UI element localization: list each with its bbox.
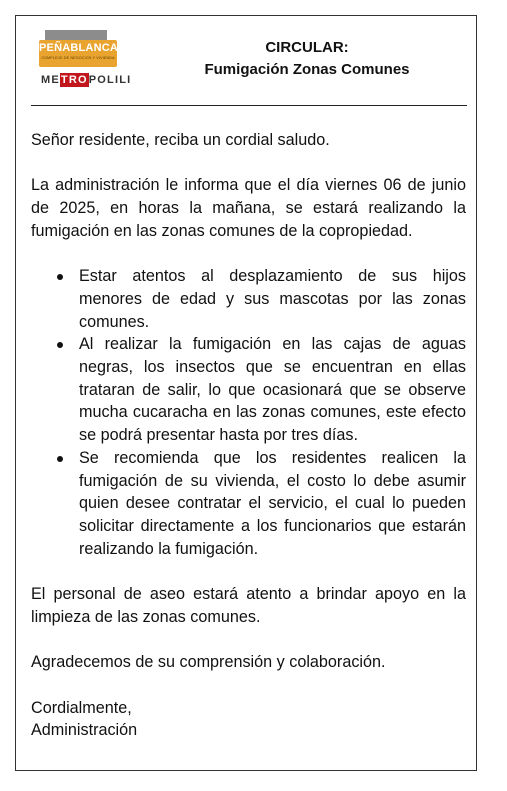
list-item-text: Estar atentos al desplazamiento de sus hijos menores de edad y sus mascotas por las zonas comunes. bbox=[79, 267, 466, 331]
list-item bbox=[31, 265, 466, 333]
recommendations-list bbox=[31, 265, 466, 560]
support-paragraph: El personal de aseo estará atento a brindar apoyo en la limpieza de las zonas comunes. bbox=[31, 585, 466, 626]
list-item-text: Se recomienda que los residentes realicen la fumigación de su vivienda, el costo lo debe asumir quien desee contratar el servicio, el cual lo pueden solicitar directamente a los funcionarios que estarán realizando la fumigación. bbox=[79, 448, 466, 558]
intro-paragraph: La administración le informa que el día viernes 06 de junio de 2025, en horas la mañana, se estará realizando la fumigación en las zonas comunes de la copropiedad. bbox=[31, 176, 466, 240]
logo-sub-brand bbox=[41, 74, 131, 86]
document-title: CIRCULAR: bbox=[265, 39, 349, 56]
logo-tagline: COMPLEJO DE NEGOCIOS Y VIVIENDA bbox=[41, 56, 115, 60]
document-subtitle: Fumigación Zonas Comunes bbox=[204, 61, 410, 78]
thanks-paragraph: Agradecemos de su comprensión y colaboración. bbox=[31, 653, 386, 672]
bullet-icon bbox=[57, 274, 63, 280]
list-item bbox=[31, 447, 466, 561]
bullet-icon bbox=[57, 456, 63, 462]
title-block bbox=[166, 37, 448, 81]
logo-sub-brand-prefix: ME bbox=[41, 74, 60, 86]
logo-brand-name: PEÑABLANCA bbox=[39, 42, 118, 54]
greeting-paragraph: Señor residente, reciba un cordial saludo. bbox=[31, 131, 330, 149]
logo-sub-brand-suffix: POLILI bbox=[88, 74, 132, 86]
document-header bbox=[16, 16, 476, 106]
logo-sub-brand-highlight: TRO bbox=[60, 74, 88, 86]
list-item bbox=[31, 333, 466, 447]
penablanca-metropolis-logo bbox=[39, 30, 144, 100]
signature: Administración bbox=[31, 721, 138, 740]
list-item-text: Al realizar la fumigación en las cajas de aguas negras, los insectos que se encuentran en ellas trataran de salir, lo que ocasionará que se observe mucha cucaracha en las zonas comunes, este efecto se podrá presentar hasta por tres días. bbox=[79, 335, 466, 445]
bullet-icon bbox=[57, 342, 63, 348]
circular-document bbox=[15, 15, 477, 771]
logo-banner bbox=[39, 40, 117, 67]
header-divider bbox=[31, 105, 467, 106]
document-body bbox=[31, 129, 466, 742]
closing-block bbox=[31, 697, 466, 742]
closing-salutation: Cordialmente, bbox=[31, 698, 132, 717]
